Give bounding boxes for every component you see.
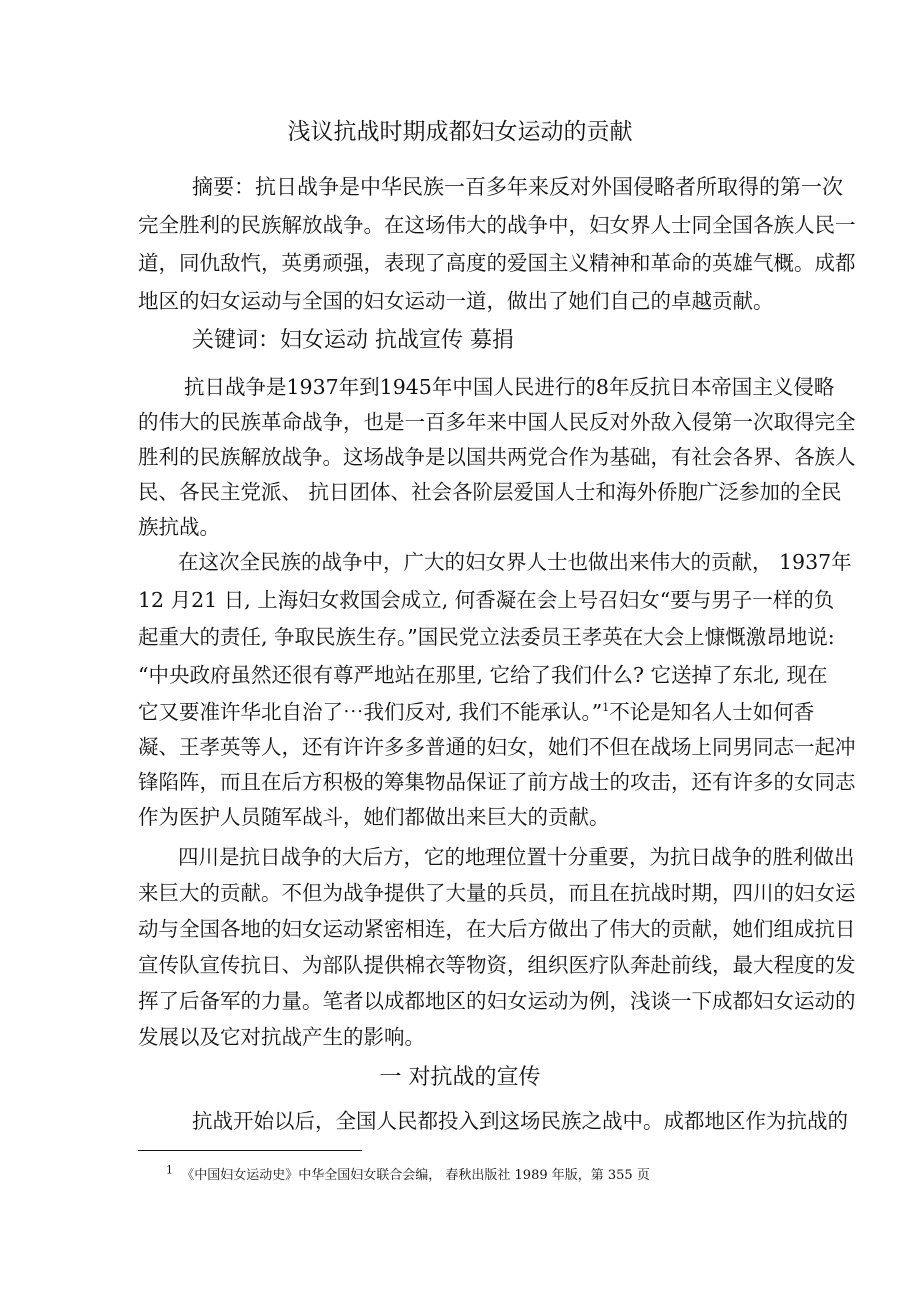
paragraph-line: 起重大的责任, 争取民族生存。”国民党立法委员王孝英在大会上慷慨激昂地说:: [138, 625, 835, 649]
footnote: [166, 1163, 650, 1186]
paragraph-line: 民、各民主党派、 抗日团体、社会各阶层爱国人士和海外侨胞广泛参加的全民: [138, 480, 842, 504]
paragraph-line: 锋陷阵，而且在后方积极的筹集物品保证了前方战士的攻击，还有许多的女同志: [138, 770, 856, 794]
paragraph-line: 来巨大的贡献。不但为战争提供了大量的兵员，而且在抗战时期，四川的妇女运: [138, 881, 856, 905]
paragraph-line: 挥了后备军的力量。笔者以成都地区的妇女运动为例，浅谈一下成都妇女运动的: [138, 989, 856, 1013]
section-heading: 一 对抗战的宣传: [379, 1065, 541, 1090]
abstract-line: 地区的妇女运动与全国的妇女运动一道，做出了她们自己的卓越贡献。: [138, 289, 774, 313]
paragraph-line: 宣传队宣传抗日、为部队提供棉衣等物资，组织医疗队奔赴前线，最大程度的发: [138, 953, 856, 977]
paragraph-line: 12 月21 日, 上海妇女救国会成立, 何香凝在会上号召妇女“要与男子一样的负: [138, 588, 835, 612]
paragraph-line: 动与全国各地的妇女运动紧密相连，在大后方做出了伟大的贡献，她们组成抗日: [138, 917, 856, 941]
footnote-number: 1: [166, 1163, 173, 1177]
abstract-line: 摘要：抗日战争是中华民族一百多年来反对外国侵略者所取得的第一次: [192, 175, 843, 199]
quote-text: 它又要准许华北自治了⋯我们反对, 我们不能承认。”: [138, 700, 603, 724]
paragraph-line: 在这次全民族的战争中，广大的妇女界人士也做出来伟大的贡献， 1937年: [178, 550, 852, 574]
footnote-text: 《中国妇女运动史》中华全国妇女联合会编， 春秋出版社 1989 年版，第 355 页: [181, 1168, 650, 1183]
footnote-reference[interactable]: 1: [602, 701, 610, 715]
page-title: 浅议抗战时期成都妇女运动的贡献: [287, 119, 633, 145]
paragraph-line: 抗战开始以后，全国人民都投入到这场民族之战中。成都地区作为抗战的: [192, 1109, 848, 1133]
paragraph-line: 凝、王孝英等人，还有许许多多普通的妇女，她们不但在战场上同男同志一起冲: [138, 735, 856, 759]
paragraph-line: 的伟大的民族革命战争，也是一百多年来中国人民反对外敌入侵第一次取得完全: [138, 410, 856, 434]
paragraph-line: 作为医护人员随军战斗，她们都做出来巨大的贡献。: [138, 805, 610, 829]
paragraph-line: 胜利的民族解放战争。这场战争是以国共两党合作为基础，有社会各界、各族人: [138, 445, 856, 469]
paragraph-line: 抗日战争是1937年到1945年中国人民进行的8年反抗日本帝国主义侵略: [184, 375, 835, 399]
paragraph-line: [138, 695, 815, 729]
paragraph-line: “中央政府虽然还很有尊严地站在那里, 它给了我们什么? 它送掉了东北, 现在: [138, 663, 828, 687]
footnote-divider: [138, 1150, 362, 1151]
abstract-line: 道，同仇敌忾，英勇顽强，表现了高度的爱国主义精神和革命的英雄气概。成都: [138, 251, 856, 275]
paragraph-line: 族抗战。: [138, 515, 220, 539]
continuation-text: 不论是知名人士如何香: [609, 700, 815, 724]
abstract-line: 完全胜利的民族解放战争。在这场伟大的战争中，妇女界人士同全国各族人民一: [138, 213, 856, 237]
keywords: 关键词：妇女运动 抗战宣传 募捐: [192, 328, 514, 353]
paragraph-line: 四川是抗日战争的大后方，它的地理位置十分重要，为抗日战争的胜利做出: [178, 845, 855, 869]
paragraph-line: 发展以及它对抗战产生的影响。: [138, 1025, 425, 1049]
